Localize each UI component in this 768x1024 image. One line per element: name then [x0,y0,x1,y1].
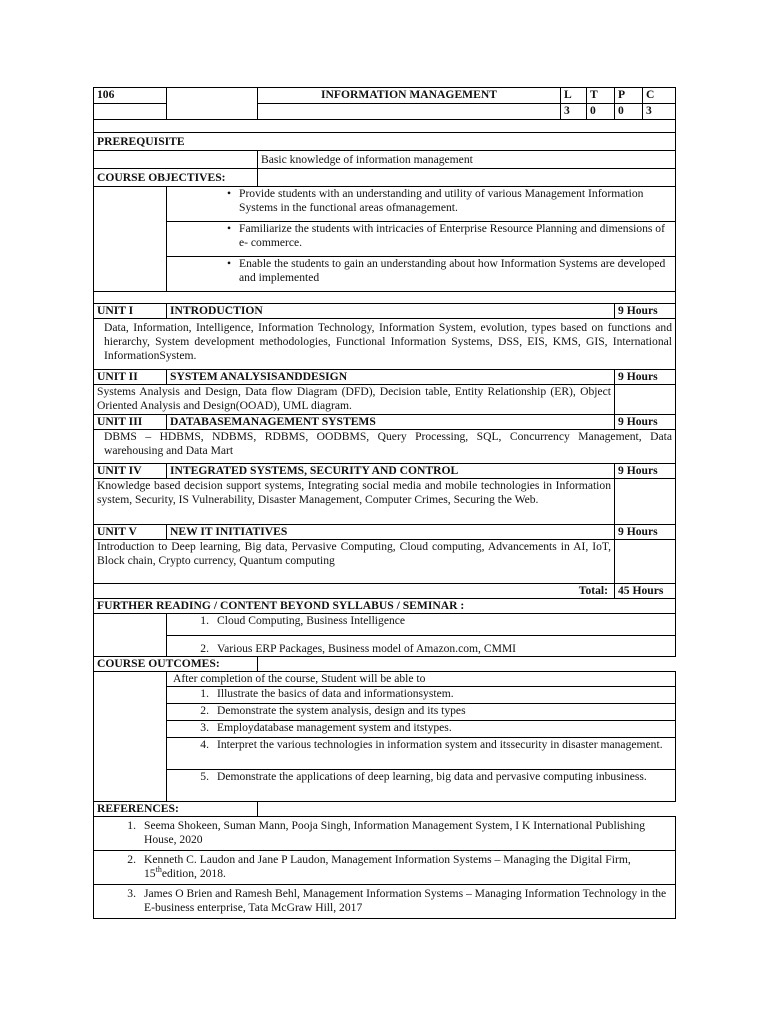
ltpc-value-p: 0 [615,104,643,120]
outcomes-intro: After completion of the course, Student will be able to [167,672,676,687]
objective-text: Familiarize the students with intricacies of Enterprise Resource Planning and dimensions of e- commerce. [239,222,665,249]
unit-hours: 9 Hours [615,464,676,479]
spacer-row [94,120,676,133]
unit-content: DBMS – HDBMS, NDBMS, RDBMS, OODBMS, Query Processing, SQL, Concurrency Management, Data warehousing and Data Mart [94,430,676,464]
outcomes-label-blank [258,657,676,672]
objectives-blank [94,187,167,292]
unit-content-blank [615,479,676,525]
further-reading-item [167,636,676,657]
item-text: Seema Shokeen, Suman Mann, Pooja Singh, Information Management System, I K International Publishing House, 2020 [144,819,646,846]
item-number: 1. [200,614,209,627]
outcomes-label: COURSE OUTCOMES: [94,657,258,672]
outcome-item [167,770,676,802]
objective-item [167,187,676,222]
total-hours: 45 Hours [615,584,676,599]
item-text: Illustrate the basics of data and informationsystem. [217,687,454,700]
unit-hours: 9 Hours [615,525,676,540]
unit-title: DATABASEMANAGEMENT SYSTEMS [167,415,615,430]
course-title: INFORMATION MANAGEMENT [258,88,561,104]
outcome-item [167,704,676,721]
item-number: 3. [200,721,209,734]
unit-content: Knowledge based decision support systems, Integrating social media and mobile technologies in Information system, Security, IS Vulnerability, Disaster Management, Computer Crimes, Securing the Web. [94,479,615,525]
outcome-item [167,738,676,770]
objective-text: Provide students with an understanding and utility of various Management Information Systems in the functional areas ofmanagement. [239,187,644,214]
ltpc-value-c: 3 [643,104,676,120]
item-number: 5. [200,770,209,783]
outcome-item [167,721,676,738]
ltpc-label-t: T [587,88,615,104]
reference-item [94,817,676,851]
unit-content: Systems Analysis and Design, Data flow Diagram (DFD), Decision table, Entity Relationship (ER), Object Oriented Analysis and Design(OOAD), UML diagram. [94,385,615,415]
total-label: Total: [561,584,615,599]
references-label: REFERENCES: [94,802,258,817]
outcomes-blank [94,672,167,802]
item-number: 2. [200,642,209,655]
spacer-row [94,292,676,304]
unit-title: INTRODUCTION [167,304,615,319]
item-number: 4. [200,738,209,751]
item-text: Interpret the various technologies in information system and itssecurity in disaster management. [217,738,663,751]
item-text: Employdatabase management system and itstypes. [217,721,452,734]
unit-title: SYSTEM ANALYSISANDDESIGN [167,370,615,385]
unit-hours: 9 Hours [615,370,676,385]
bullet-icon: • [226,222,232,235]
item-text: James O Brien and Ramesh Behl, Management Information Systems – Managing Information Technology in the E-business enterprise, Tata McGraw Hill, 2017 [144,887,667,914]
reference-item [94,885,676,919]
item-number: 2. [200,704,209,717]
item-text [144,853,672,881]
objective-item [167,222,676,257]
objectives-label: COURSE OBJECTIVES: [94,169,258,187]
ltpc-label-p: P [615,88,643,104]
further-reading-blank [94,614,167,657]
unit-content-blank [615,540,676,584]
header-blank-cell [167,88,258,120]
unit-id: UNIT IV [94,464,167,479]
syllabus-table [93,87,676,919]
reference-superscript: th [155,865,162,875]
unit-id: UNIT III [94,415,167,430]
prerequisite-label: PREREQUISITE [94,133,676,151]
bullet-icon: • [226,257,232,270]
objectives-label-blank [258,169,676,187]
unit-hours: 9 Hours [615,304,676,319]
unit-content: Data, Information, Intelligence, Information Technology, Information System, evolution, types based on functions and hierarchy, System development methodologies, Functional Information Systems, DSS, EIS, KMS, GIS, International InformationSystem. [94,319,676,370]
reference-item [94,851,676,885]
unit-title: NEW IT INITIATIVES [167,525,615,540]
unit-content-blank [615,385,676,415]
item-text: Demonstrate the system analysis, design and its types [217,704,466,717]
syllabus-page [93,87,675,919]
item-text: Various ERP Packages, Business model of Amazon.com, CMMI [217,642,517,655]
reference-text-b: edition, 2018. [161,867,226,880]
header-title-blank [258,104,561,120]
prerequisite-blank [94,151,258,169]
course-code: 106 [94,88,167,104]
item-number: 3. [127,887,136,900]
prerequisite-text: Basic knowledge of information management [258,151,676,169]
reference-text-a: Kenneth C. Laudon and Jane P Laudon, Management Information Systems – Managing the Digital Firm, 15 [144,853,631,880]
unit-content: Introduction to Deep learning, Big data, Pervasive Computing, Cloud computing, Advancements in AI, IoT, Block chain, Crypto currency, Quantum computing [94,540,615,584]
unit-id: UNIT II [94,370,167,385]
item-text: Demonstrate the applications of deep learning, big data and pervasive computing inbusiness. [217,770,647,783]
item-number: 1. [127,819,136,832]
bullet-icon: • [226,187,232,200]
objective-item [167,257,676,292]
unit-id: UNIT V [94,525,167,540]
item-number: 1. [200,687,209,700]
outcome-item [167,687,676,704]
unit-id: UNIT I [94,304,167,319]
unit-hours: 9 Hours [615,415,676,430]
ltpc-value-t: 0 [587,104,615,120]
item-text: Cloud Computing, Business Intelligence [217,614,406,627]
total-row-blank [94,584,561,599]
further-reading-label: FURTHER READING / CONTENT BEYOND SYLLABUS / SEMINAR : [94,599,676,614]
objective-text: Enable the students to gain an understanding about how Information Systems are developed and implemented [239,257,666,284]
ltpc-label-l: L [561,88,587,104]
references-label-blank [258,802,676,817]
ltpc-value-l: 3 [561,104,587,120]
ltpc-label-c: C [643,88,676,104]
item-number: 2. [127,853,136,866]
unit-title: INTEGRATED SYSTEMS, SECURITY AND CONTROL [167,464,615,479]
further-reading-item [167,614,676,636]
header-code-blank [94,104,167,120]
